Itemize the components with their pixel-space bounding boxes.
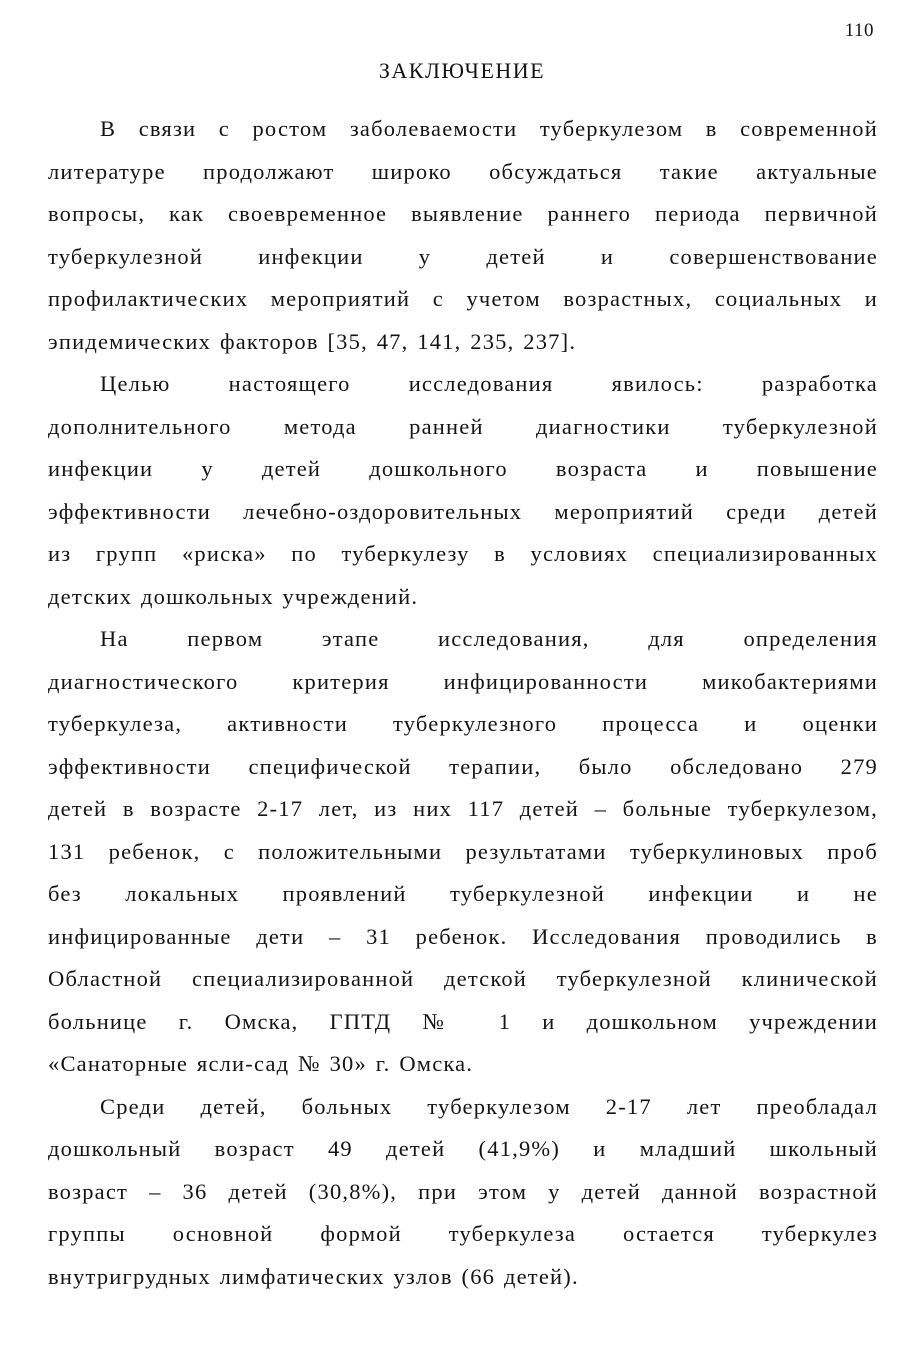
text-line: без локальных проявлений туберкулезной инфекции и не — [48, 881, 878, 906]
text-line: детей в возрасте 2-17 лет, из них 117 детей – больные туберкулезом, — [48, 796, 878, 821]
text-line: группы основной формой туберкулеза остается туберкулез — [48, 1221, 878, 1246]
text-line: профилактических мероприятий с учетом возрастных, социальных и — [48, 286, 878, 311]
text-line: внутригрудных лимфатических узлов (66 детей). — [48, 1263, 579, 1289]
text-line: эффективности специфической терапии, было обследовано 279 — [48, 753, 878, 779]
text-line: Среди детей, больных туберкулезом 2-17 лет преобладал — [100, 1093, 878, 1119]
text-line: больнице г. Омска, ГПТД № 1 и дошкольном учреждении — [48, 1008, 878, 1034]
text-line: дошкольный возраст 49 детей (41,9%) и младший школьный — [48, 1136, 878, 1161]
text-line: эпидемических факторов [35, 47, 141, 235, 237]. — [48, 328, 577, 354]
text-line: эффективности лечебно-оздоровительных мероприятий среди детей — [48, 498, 878, 524]
text-line: 131 ребенок, с положительными результатами туберкулиновых проб — [48, 838, 878, 864]
text-line: «Санаторные ясли-сад № 30» г. Омска. — [48, 1051, 474, 1076]
text-line: вопросы, как своевременное выявление раннего периода первичной — [48, 201, 878, 226]
document-body — [48, 108, 878, 1298]
text-line: возраст – 36 детей (30,8%), при этом у детей данной возрастной — [48, 1178, 878, 1204]
text-line: Целью настоящего исследования явилось: разработка — [100, 371, 878, 396]
text-line: детских дошкольных учреждений. — [48, 583, 419, 609]
paragraph-3 — [48, 618, 878, 1086]
text-line: На первом этапе исследования, для определения — [100, 626, 878, 651]
text-line: В связи с ростом заболеваемости туберкулезом в современной — [100, 116, 878, 141]
text-line: туберкулеза, активности туберкулезного процесса и оценки — [48, 711, 878, 736]
text-line: инфекции у детей дошкольного возраста и повышение — [48, 456, 878, 481]
text-line: Областной специализированной детской туберкулезной клинической — [48, 966, 878, 991]
text-line: литературе продолжают широко обсуждаться такие актуальные — [48, 158, 878, 184]
text-line: дополнительного метода ранней диагностики туберкулезной — [48, 413, 878, 439]
page-number: 110 — [844, 20, 874, 41]
text-line: инфицированные дети – 31 ребенок. Исследования проводились в — [48, 923, 878, 949]
text-line: из групп «риска» по туберкулезу в условиях специализированных — [48, 541, 878, 566]
paragraph-2 — [48, 363, 878, 618]
section-heading: ЗАКЛЮЧЕНИЕ — [378, 58, 546, 83]
paragraph-4 — [48, 1086, 878, 1299]
paragraph-1 — [48, 108, 878, 363]
text-line: туберкулезной инфекции у детей и совершенствование — [48, 243, 878, 269]
text-line: диагностического критерия инфицированности микобактериями — [48, 668, 878, 694]
